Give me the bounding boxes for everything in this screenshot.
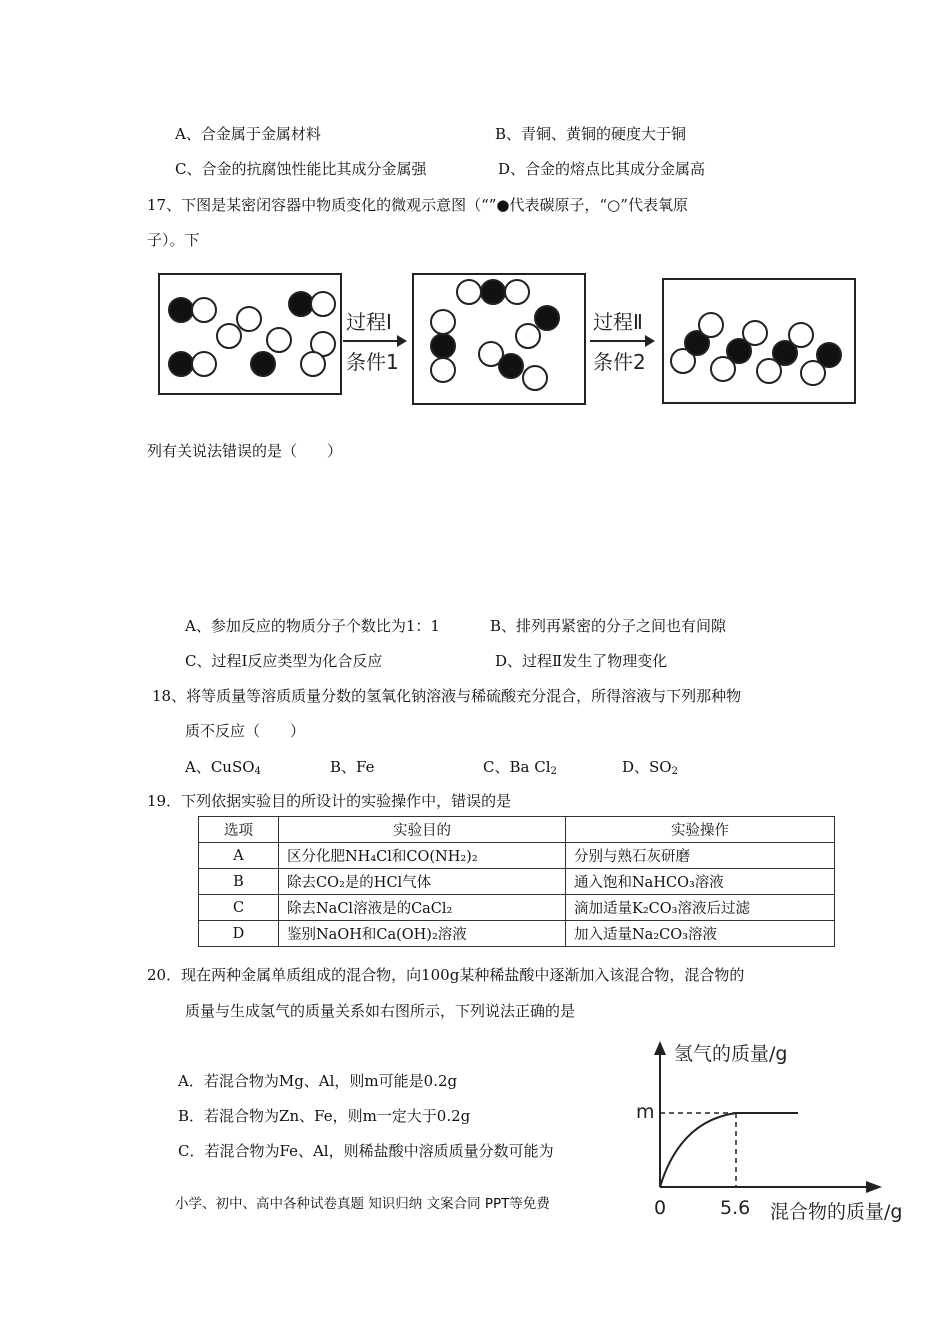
carbon-atom: [498, 353, 524, 379]
condition-1-label: 条件1: [346, 350, 399, 374]
experiment-table: [198, 816, 835, 947]
row-operation: 滴加适量K₂CO₃溶液后过滤: [566, 895, 835, 921]
diagram-box-2: [412, 273, 586, 405]
q20-stem-line1: 20．现在两种金属单质组成的混合物，向100g某种稀盐酸中逐渐加入该混合物，混合物的: [147, 966, 745, 984]
row-goal: 区分化肥NH₄Cl和CO(NH₂)₂: [279, 843, 566, 869]
arrow-1: [343, 340, 405, 342]
table-row: [199, 921, 835, 947]
curve: [660, 1113, 736, 1187]
carbon-atom: [480, 279, 506, 305]
oxygen-atom: [742, 320, 768, 346]
row-operation: 加入适量Na₂CO₃溶液: [566, 921, 835, 947]
q20-option-b: B．若混合物为Zn、Fe，则m一定大于0.2g: [178, 1107, 471, 1125]
table-header-row: [199, 817, 835, 843]
q18-option-d: D、$SO_2$: [622, 758, 678, 777]
process-1-label: 过程Ⅰ: [346, 310, 392, 334]
q16-option-d: D、合金的熔点比其成分金属高: [498, 160, 706, 178]
q17-option-b: B、排列再紧密的分子之间也有间隙: [490, 617, 727, 635]
row-goal: 除去NaCl溶液是的CaCl₂: [279, 895, 566, 921]
footer-text: 小学、初中、高中各种试卷真题 知识归纳 文案合同 PPT等免费: [175, 1196, 550, 1212]
row-goal: 鉴别NaOH和Ca(OH)₂溶液: [279, 921, 566, 947]
oxygen-atom: [191, 297, 217, 323]
q18-option-c: C、Ba $Cl_2$: [483, 758, 557, 777]
q17-option-c: C、过程Ⅰ反应类型为化合反应: [185, 652, 383, 670]
q16-option-c: C、合金的抗腐蚀性能比其成分金属强: [175, 160, 427, 178]
oxygen-atom: [266, 327, 292, 353]
q17-option-d: D、过程Ⅱ发生了物理变化: [495, 652, 668, 670]
condition-2-label: 条件2: [593, 350, 646, 374]
x-axis-arrow: [866, 1181, 882, 1193]
q17-stem-line3: 列有关说法错误的是（ ）: [147, 442, 343, 460]
carbon-atom: [250, 351, 276, 377]
q20-stem-line2: 质量与生成氢气的质量关系如右图所示，下列说法正确的是: [185, 1002, 576, 1020]
oxygen-atom: [456, 279, 482, 305]
q16-option-a: A、合金属于金属材料: [175, 125, 321, 143]
header-goal: 实验目的: [279, 817, 566, 843]
oxygen-atom: [430, 309, 456, 335]
oxygen-atom: [236, 306, 262, 332]
process-2-label: 过程Ⅱ: [593, 310, 643, 334]
q19-stem: 19．下列依据实验目的所设计的实验操作中，错误的是: [147, 792, 512, 810]
table-row: [199, 843, 835, 869]
q17-option-a: A、参加反应的物质分子个数比为1：1: [185, 617, 440, 635]
y-axis-label: 氢气的质量/g: [674, 1043, 788, 1065]
row-operation: 通入饱和NaHCO₃溶液: [566, 869, 835, 895]
oxygen-atom: [698, 312, 724, 338]
header-operation: 实验操作: [566, 817, 835, 843]
m-label: m: [636, 1101, 655, 1123]
row-operation: 分别与熟石灰研磨: [566, 843, 835, 869]
oxygen-atom: [522, 365, 548, 391]
oxygen-atom: [300, 351, 326, 377]
y-axis-arrow: [654, 1041, 666, 1055]
diagram-box-1: [158, 273, 342, 395]
carbon-atom: [816, 342, 842, 368]
row-option: A: [199, 843, 279, 869]
arrow-2: [590, 340, 653, 342]
oxygen-atom: [515, 323, 541, 349]
row-option: B: [199, 869, 279, 895]
q17-stem-line1: 17、下图是某密闭容器中物质变化的微观示意图（“”●代表碳原子，“○”代表氧原: [147, 196, 688, 214]
q20-option-a: A．若混合物为Mg、Al，则m可能是0.2g: [178, 1072, 458, 1090]
q18-option-b: B、Fe: [330, 758, 375, 776]
q18-stem-line1: 18、将等质量等溶质质量分数的氢氧化钠溶液与稀硫酸充分混合，所得溶液与下列那种物: [152, 687, 742, 705]
origin-label: 0: [654, 1197, 667, 1219]
header-option: 选项: [199, 817, 279, 843]
table-row: [199, 869, 835, 895]
carbon-atom: [430, 333, 456, 359]
table-row: [199, 895, 835, 921]
diagram-box-3: [662, 278, 856, 404]
row-option: C: [199, 895, 279, 921]
oxygen-atom: [191, 351, 217, 377]
q18-stem-line2: 质不反应（ ）: [185, 722, 306, 740]
q17-stem-line2: 子）。下: [147, 231, 200, 249]
q20-option-c: C．若混合物为Fe、Al，则稀盐酸中溶质质量分数可能为: [178, 1142, 554, 1160]
oxygen-atom: [504, 279, 530, 305]
oxygen-atom: [310, 291, 336, 317]
molecule-diagram: [150, 268, 865, 408]
oxygen-atom: [430, 357, 456, 383]
x-tick-label: 5.6: [720, 1197, 751, 1219]
x-axis-label: 混合物的质量/g: [770, 1201, 903, 1223]
hydrogen-mass-graph: [620, 1035, 940, 1235]
row-option: D: [199, 921, 279, 947]
q16-option-b: B、青铜、黄铜的硬度大于铜: [495, 125, 687, 143]
q18-option-a: A、CuSO$_4$: [185, 758, 261, 777]
row-goal: 除去CO₂是的HCl气体: [279, 869, 566, 895]
oxygen-atom: [788, 322, 814, 348]
